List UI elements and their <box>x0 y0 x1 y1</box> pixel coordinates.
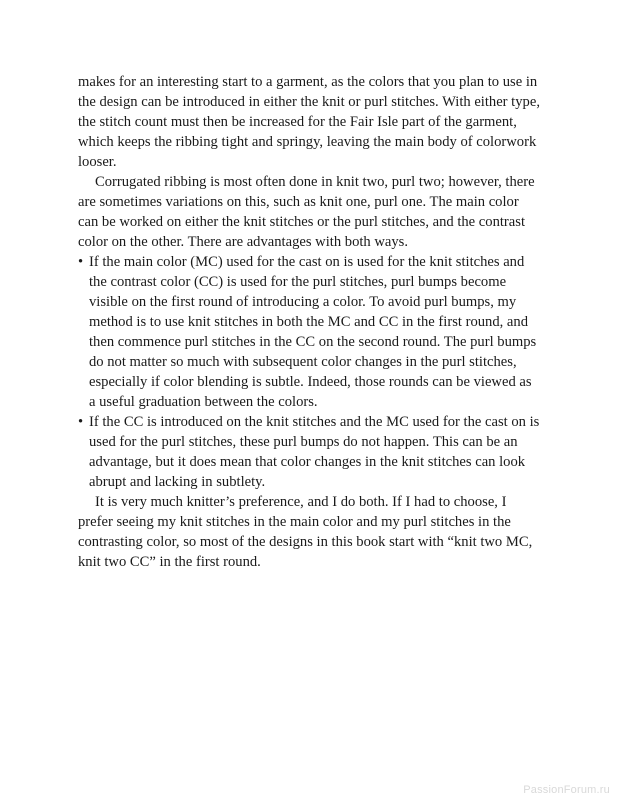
page-body <box>78 72 540 572</box>
bullet-list <box>78 252 540 492</box>
paragraph-continuation: makes for an interesting start to a garment, as the colors that you plan to use in the design can be introduced in either the knit or purl stitches. With either type, the stitch count must then be increased for the Fair Isle part of the garment, which keeps the ribbing tight and springy, leaving the main body of colorwork looser. <box>78 74 540 170</box>
list-item <box>78 412 540 492</box>
bullet-icon: • <box>78 254 84 270</box>
bullet-text: If the CC is introduced on the knit stitches and the MC used for the cast on is used for the purl stitches, these purl bumps do not happen. This can be an advantage, but it does mean that color changes in the knit stitches can look abrupt and lacking in subtlety. <box>89 414 540 490</box>
paragraph-corrugated-ribbing: Corrugated ribbing is most often done in knit two, purl two; however, there are sometimes variations on this, such as knit one, purl one. The main color can be worked on either the knit stitches or the purl stitches, and the contrast color on the other. There are advantages with both ways. <box>78 174 535 250</box>
watermark: PassionForum.ru <box>523 784 610 796</box>
paragraph-preference: It is very much knitter’s preference, and I do both. If I had to choose, I prefer seeing my knit stitches in the main color and my purl stitches in the contrasting color, so most of the designs in this book start with “knit two MC, knit two CC” in the first round. <box>78 494 533 570</box>
list-item <box>78 252 540 412</box>
bullet-icon: • <box>78 414 84 430</box>
bullet-text: If the main color (MC) used for the cast on is used for the knit stitches and the contrast color (CC) is used for the purl stitches, purl bumps become visible on the first round of introducing a color. To avoid purl bumps, my method is to use knit stitches in both the MC and CC in the first round, and then commence purl stitches in the CC on the second round. The purl bumps do not matter so much with subsequent color changes in the purl stitches, especially if color blending is subtle. Indeed, those rounds can be viewed as a useful graduation between the colors. <box>89 254 537 410</box>
